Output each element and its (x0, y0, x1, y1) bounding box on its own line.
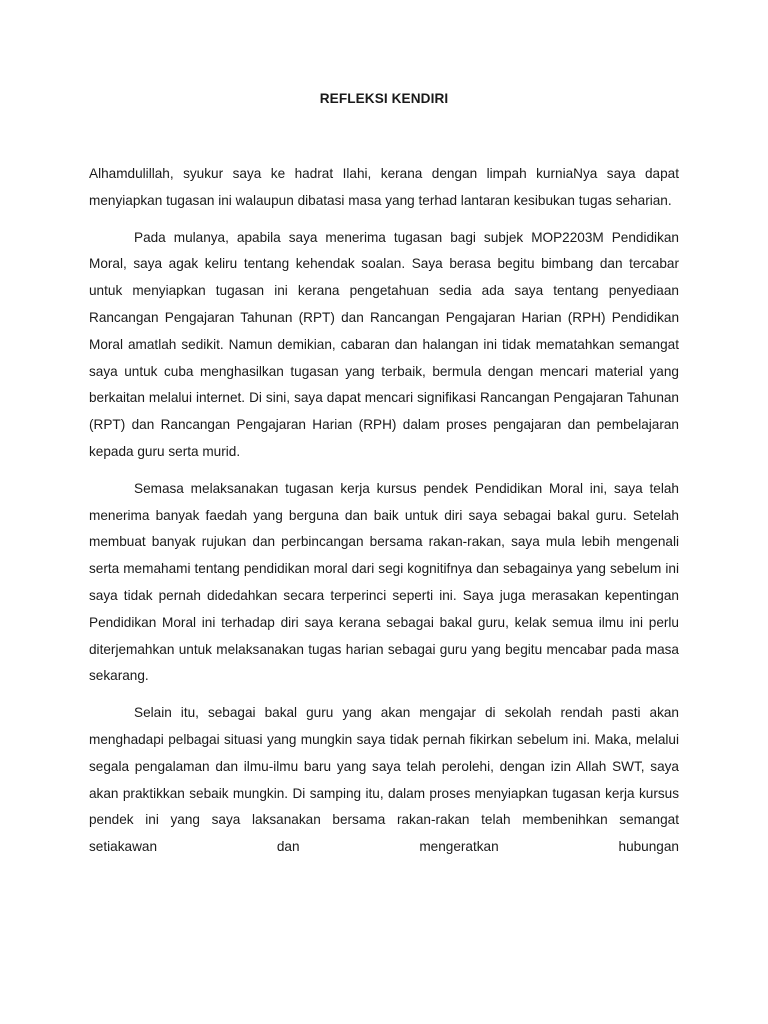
document-body (89, 161, 679, 871)
document-title: REFLEKSI KENDIRI (319, 91, 449, 106)
paragraph-benefits: Semasa melaksanakan tugasan kerja kursus pendek Pendidikan Moral ini, saya telah menerima banyak faedah yang berguna dan baik untuk diri saya sebagai bakal guru. Setelah membuat banyak rujukan dan perbincangan bersama rakan-rakan, saya mula lebih mengenali serta memahami tentang pendidikan moral dari segi kognitifnya dan sebagainya yang sebelum ini saya tidak pernah didedahkan secara terperinci seperti ini. Saya juga merasakan kepentingan Pendidikan Moral ini terhadap diri saya kerana sebagai bakal guru, kelak semua ilmu ini perlu diterjemahkan untuk melaksanakan tugas harian sebagai guru yang begitu mencabar pada masa sekarang. (89, 480, 679, 684)
paragraph-beginning: Pada mulanya, apabila saya menerima tugasan bagi subjek MOP2203M Pendidikan Moral, saya agak keliru tentang kehendak soalan. Saya berasa begitu bimbang dan tercabar untuk menyiapkan tugasan ini kerana pengetahuan sedia ada saya tentang penyediaan Rancangan Pengajaran Tahunan (RPT) dan Rancangan Pengajaran Harian (RPH) Pendidikan Moral amatlah sedikit. Namun demikian, cabaran dan halangan ini tidak mematahkan semangat saya untuk cuba menghasilkan tugasan yang terbaik, bermula dengan mencari material yang berkaitan melalui internet. Di sini, saya dapat mencari signifikasi Rancangan Pengajaran Tahunan (RPT) dan Rancangan Pengajaran Harian (RPH) dalam proses pengajaran dan pembelajaran kepada guru serta murid. (89, 229, 679, 459)
paragraph-intro: Alhamdulillah, syukur saya ke hadrat Ilahi, kerana dengan limpah kurniaNya saya dapat menyiapkan tugasan ini walaupun dibatasi masa yang terhad lantaran kesibukan tugas seharian. (89, 166, 679, 208)
paragraph-future-teacher: Selain itu, sebagai bakal guru yang akan mengajar di sekolah rendah pasti akan menghadapi pelbagai situasi yang mungkin saya tidak pernah fikirkan sebelum ini. Maka, melalui segala pengalaman dan ilmu-ilmu baru yang saya telah perolehi, dengan izin Allah SWT, saya akan praktikkan sebaik mungkin. Di samping itu, dalam proses menyiapkan tugasan kerja kursus pendek ini yang saya laksanakan bersama rakan-rakan telah membenihkan semangat setiakawan dan mengeratkan hubungan (89, 705, 679, 855)
